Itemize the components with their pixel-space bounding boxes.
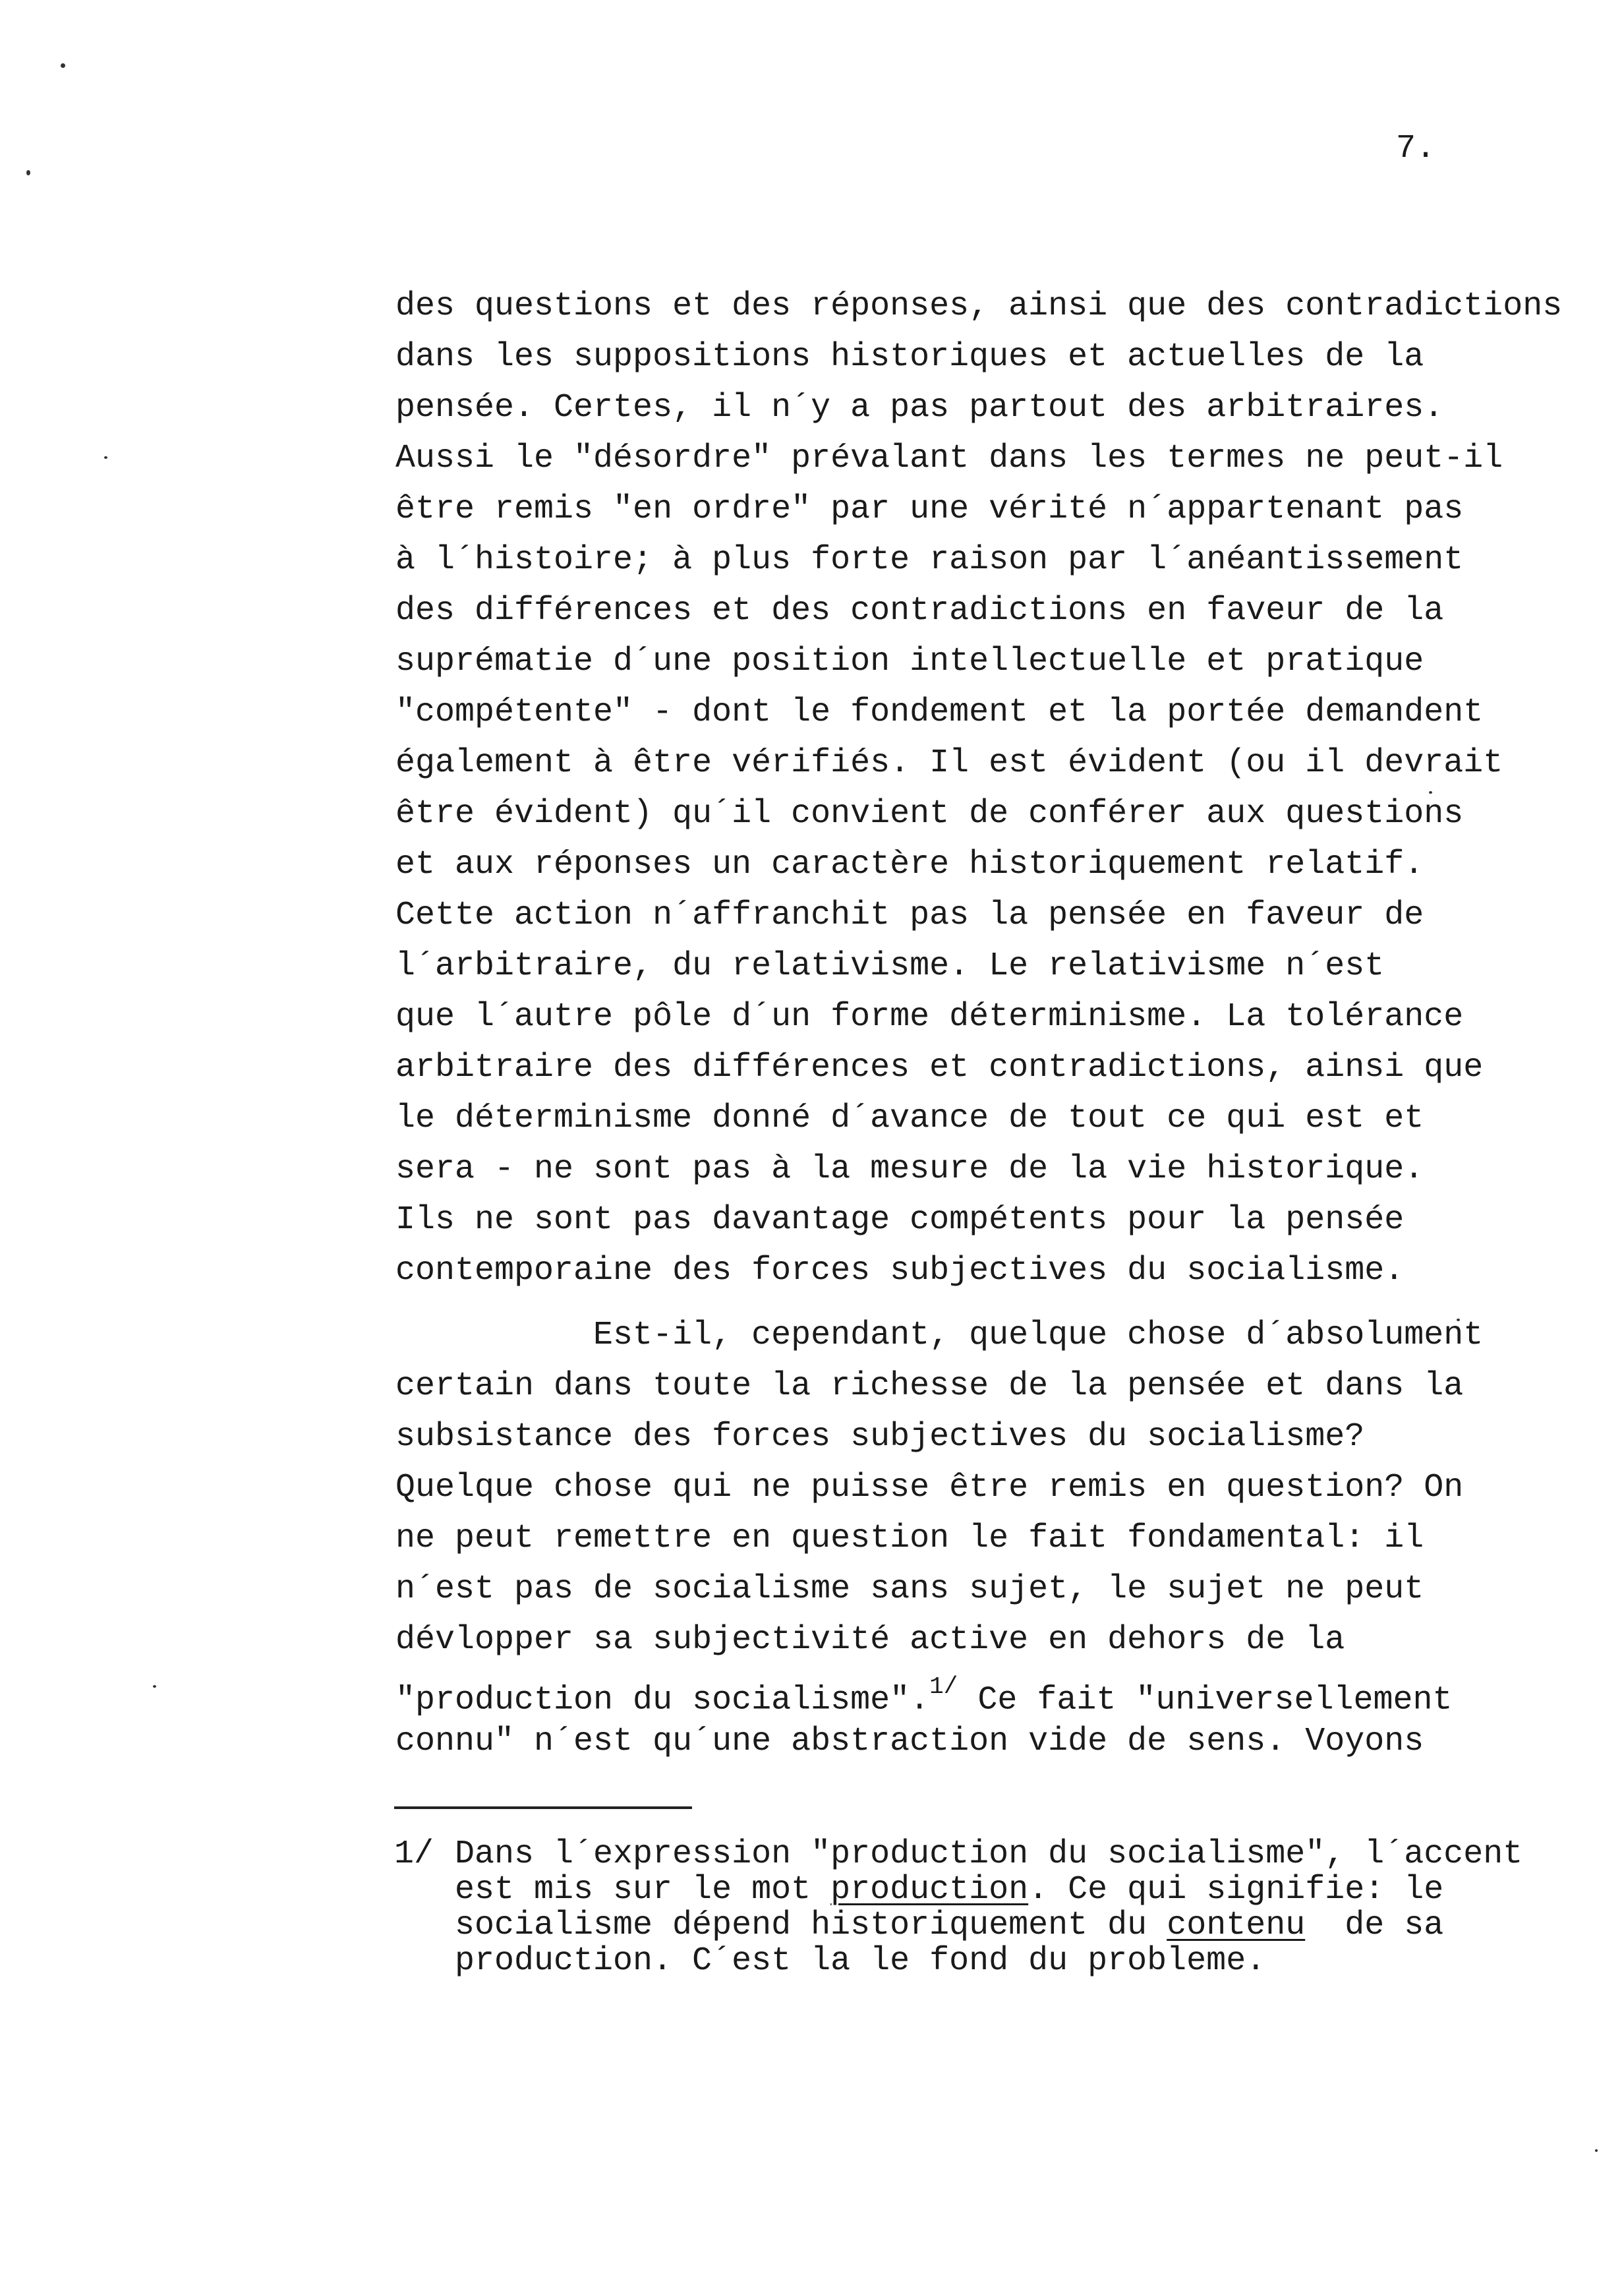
text-line: subsistance des forces subjectives du socialisme? [395, 1418, 1365, 1456]
text-line: Aussi le "désordre" prévalant dans les termes ne peut-il [395, 440, 1503, 477]
text-line: certain dans toute la richesse de la pensée et dans la [395, 1367, 1464, 1405]
footnote-rule [394, 1806, 692, 1809]
underlined-word: contenu [1167, 1907, 1306, 1944]
text-line: être évident) qu´il convient de conférer aux questions [395, 795, 1464, 833]
text-line: des différences et des contradictions en faveur de la [395, 592, 1444, 630]
text-line: Est-il, cependant, quelque chose d´absolument [395, 1317, 1484, 1354]
text-line: Ils ne sont pas davantage compétents pour la pensée [395, 1201, 1405, 1239]
text-line: pensée. Certes, il n´y a pas partout des arbitraires. [395, 389, 1444, 427]
text-line: l´arbitraire, du relativisme. Le relativisme n´est [395, 947, 1385, 985]
text-line: ne peut remettre en question le fait fondamental: il [395, 1520, 1424, 1557]
text-line: le déterminisme donné d´avance de tout ce qui est et [395, 1100, 1424, 1137]
text-line: également à être vérifiés. Il est évident (ou il devrait [395, 744, 1503, 782]
speck [153, 1685, 156, 1688]
speck [104, 456, 107, 459]
text-line: contemporaine des forces subjectives du socialisme. [395, 1252, 1405, 1290]
speck [1595, 2149, 1598, 2152]
text-line: être remis "en ordre" par une vérité n´appartenant pas [395, 490, 1464, 528]
text-line: n´est pas de socialisme sans sujet, le sujet ne peut [395, 1570, 1424, 1608]
speck [1429, 791, 1432, 794]
text-fragment: "production du socialisme". [395, 1681, 930, 1719]
page-number: 7. [1396, 130, 1436, 167]
text-line: à l´histoire; à plus forte raison par l´anéantissement [395, 541, 1464, 579]
text-fragment: de sa [1305, 1907, 1444, 1944]
footnote-line: production. C´est la le fond du probleme. [455, 1942, 1266, 1980]
text-line: suprématie d´une position intellectuelle et pratique [395, 643, 1424, 680]
text-line: Cette action n´affranchit pas la pensée en faveur de [395, 897, 1424, 934]
text-line: que l´autre pôle d´un forme déterminisme. La tolérance [395, 998, 1464, 1036]
footnote-line: Dans l´expression "production du socialisme", l´accent [455, 1835, 1523, 1873]
text-line: sera - ne sont pas à la mesure de la vie historique. [395, 1150, 1424, 1188]
text-line: dévlopper sa subjectivité active en dehors de la [395, 1621, 1345, 1659]
text-fragment: est mis sur le mot [455, 1871, 831, 1909]
underlined-word: production [830, 1871, 1029, 1909]
footnote-line [455, 1908, 1443, 1944]
footnote-marker: 1/ [394, 1835, 434, 1873]
text-line: connu" n´est qu´une abstraction vide de sens. Voyons [395, 1723, 1424, 1760]
text-fragment: Ce fait "universellement [958, 1681, 1453, 1719]
speck [61, 63, 65, 68]
text-line: dans les suppositions historiques et actuelles de la [395, 338, 1424, 376]
footnote-reference: 1/ [929, 1673, 958, 1700]
speck [26, 170, 30, 175]
text-line: Quelque chose qui ne puisse être remis en question? On [395, 1469, 1464, 1506]
text-line: des questions et des réponses, ainsi que des contradictions [395, 287, 1563, 325]
text-line: "compétente" - dont le fondement et la portée demandent [395, 694, 1484, 731]
text-line: arbitraire des différences et contradictions, ainsi que [395, 1049, 1484, 1086]
text-line: et aux réponses un caractère historiquement relatif. [395, 846, 1424, 883]
footnote-line [455, 1872, 1443, 1908]
text-fragment: socialisme dépend historiquement du [455, 1907, 1167, 1944]
text-line [395, 1671, 1452, 1721]
text-fragment: . Ce qui signifie: le [1028, 1871, 1444, 1909]
